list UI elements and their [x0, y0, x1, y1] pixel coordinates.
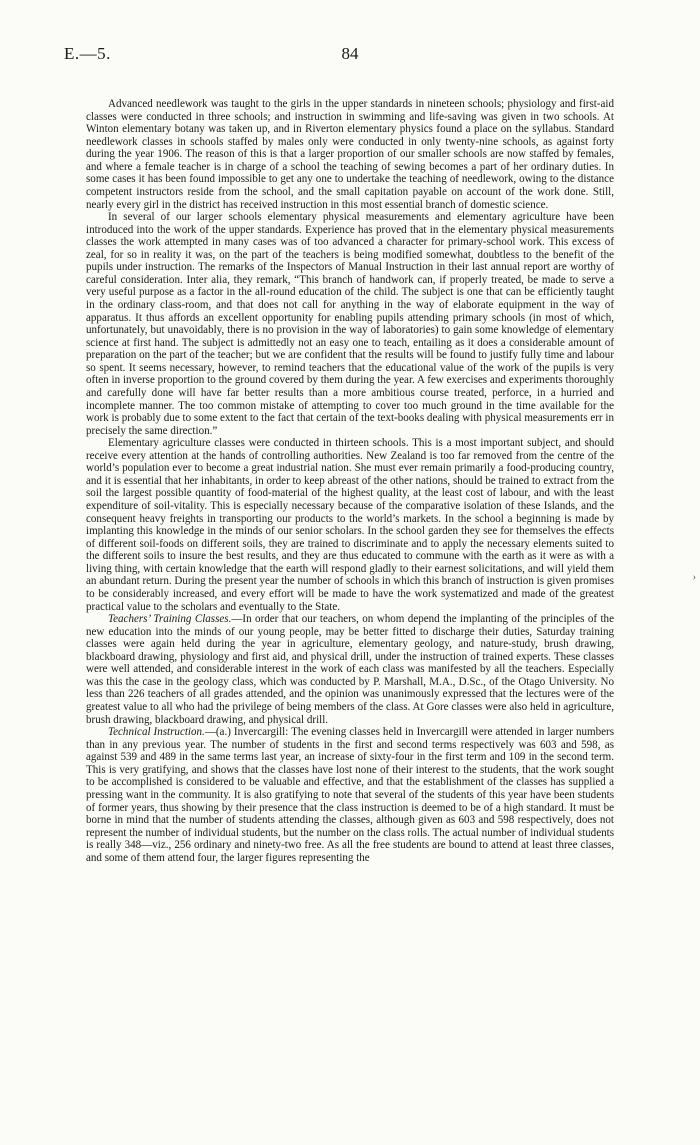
paragraph-technical-instruction: [86, 726, 614, 864]
paragraph-text: Elementary agriculture classes were conducted in thirteen schools. This is a most important subject, and should receive every attention at the hands of controlling authorities. New Zealand is too far removed from the centre of the world’s population ever to become a great industrial nation. She must ever remain primarily a food-producing country, and it is essential that her inhabitants, in order to keep abreast of the other nations, should be trained to extract from the soil the largest possible quantity of food-material of the highest quality, at the least cost of labour, and with the least expenditure of soil-vitality. This is especially necessary because of the comparative isolation of these Islands, and the consequent heavy freights in transporting our products to the world’s markets. In the school a beginning is made by implanting this knowledge in the minds of our senior scholars. In the school garden they see for themselves the effects of different soil-foods on different soils, they are trained to discriminate and to apply the necessary elements suited to the different soils to insure the best results, and they are thus educated to commune with the earth as it were as with a living thing, with certain knowledge that the earth will respond gladly to their earnest solicitations, and will yield them an abundant return. During the present year the number of schools in which this branch of instruction is given promises to be considerably increased, and every effort will be made to have the work systematized and made of the greatest practical value to the scholars and eventually to the State.: [86, 437, 614, 613]
paragraph-text: —(a.) Invercargill: The evening classes held in Invercargill were attended in larger numbers than in any previous year. The number of students in the first and second terms respectively was 603 and 598, as against 539 and 489 in the same terms last year, an increase of sixty-four in the first term and 109 in the second term. This is very gratifying, and shows that the classes have lost none of their interest to the students, that the work sought to be accomplished is considered to be valuable and effective, and that the establishment of the classes has supplied a pressing want in the community. It is also gratifying to note that several of the students of this year have been students of former years, thus showing by their presence that the class instruction is deemed to be of a high standard. It must be borne in mind that the number of students attending the classes, although given as 603 and 598 respectively, does not represent the number of individual students, but the number on the class rolls. The actual number of individual students is really 348—viz., 256 ordinary and ninety-two free. As all the free students are bound to attend at least three classes, and some of them attend four, the larger figures representing the: [86, 726, 615, 864]
paragraph-needlework: [86, 98, 614, 211]
paragraph-text: Advanced needlework was taught to the girls in the upper standards in nineteen schools; physiology and first-aid classes were conducted in three schools; and instruction in swimming and life-saving was given in two schools. At Winton elementary botany was taken up, and in Riverton elementary physics found a place on the syllabus. Standard needlework classes in schools staffed by males only were conducted in only twenty-nine schools, as against forty during the year 1906. The reason of this is that a larger proportion of our smaller schools are now staffed by females, and where a female teacher is in charge of a school the teaching of sewing becomes a part of her ordinary duties. In some cases it has been found impossible to get any one to undertake the teaching of needlework, owing to the distance competent instructors reside from the school, and the small capitation payable on account of the work done. Still, nearly every girl in the district has received instruction in this most essential branch of domestic science.: [86, 98, 614, 211]
page-header: [64, 44, 636, 66]
margin-mark: ›: [692, 572, 696, 583]
paragraph-teachers-training: [86, 613, 614, 726]
paragraph-physical-measurements: [86, 211, 614, 437]
paragraph-text: In several of our larger schools elementary physical measurements and elementary agriculture have been introduced into the work of the upper standards. Experience has proved that in the elementary physical measurements classes the work attempted in many cases was of too advanced a character for primary-school work. This excess of zeal, for so in reality it was, on the part of the teachers is being modified somewhat, doubtless to the benefit of the pupils under instruction. The remarks of the Inspectors of Manual Instruction in their last annual report are worthy of careful consideration. Inter alia, they remark, “This branch of handwork can, if properly treated, be made to serve a very useful purpose as a factor in the all-round education of the child. The subject is one that can be efficiently taught in the ordinary class-room, and that does not call for anything in the way of elaborate equipment in the way of apparatus. It thus affords an excellent opportunity for enabling pupils attending primary schools (in most of which, unfortunately, but unavoidably, there is no provision in the way of laboratories) to gain some knowledge of elementary science at first hand. The subject is admittedly not an easy one to teach, entailing as it does a considerable amount of preparation on the part of the teacher; but we are confident that the results will be found to justify fully time and labour so spent. It seems necessary, however, to remind teachers that the educational value of the work of the pupils is very often in inverse proportion to the ground covered by them during the year. A few exercises and experiments thoroughly and carefully done will have far better results than a more ambitious course treated, perforce, in a hurried and incomplete manner. The too common mistake of attempting to cover too much ground in the time available for the work is probably due to some extent to the fact that certain of the text-books dealing with physical measurements err in precisely the same direction.”: [86, 211, 614, 437]
section-heading: Technical Instruction.: [108, 726, 205, 739]
paragraph-agriculture: [86, 437, 614, 613]
page-body: [86, 98, 614, 864]
document-code: E.—5.: [64, 44, 111, 63]
page-number: 84: [341, 44, 359, 63]
section-heading: Teachers’ Training Classes.: [108, 613, 232, 626]
paragraph-text: —In order that our teachers, on whom depend the implanting of the principles of the new education into the minds of our young people, may be better fitted to discharge their duties, Saturday training classes were again held during the year in agriculture, elementary geology, and nature-study, brush drawing, blackboard drawing, physiology and first aid, and physical drill, under the instruction of trained experts. These classes were well attended, and considerable interest in the work of each class was manifested by all the teachers. Especially was this the case in the geology class, which was conducted by P. Marshall, M.A., D.Sc., of the Otago University. No less than 226 teachers of all grades attended, and the opinion was unanimously expressed that the lectures were of the greatest value to all who had the privilege of being members of the class. At Gore classes were also held in agriculture, brush drawing, blackboard drawing, and physical drill.: [86, 613, 614, 726]
